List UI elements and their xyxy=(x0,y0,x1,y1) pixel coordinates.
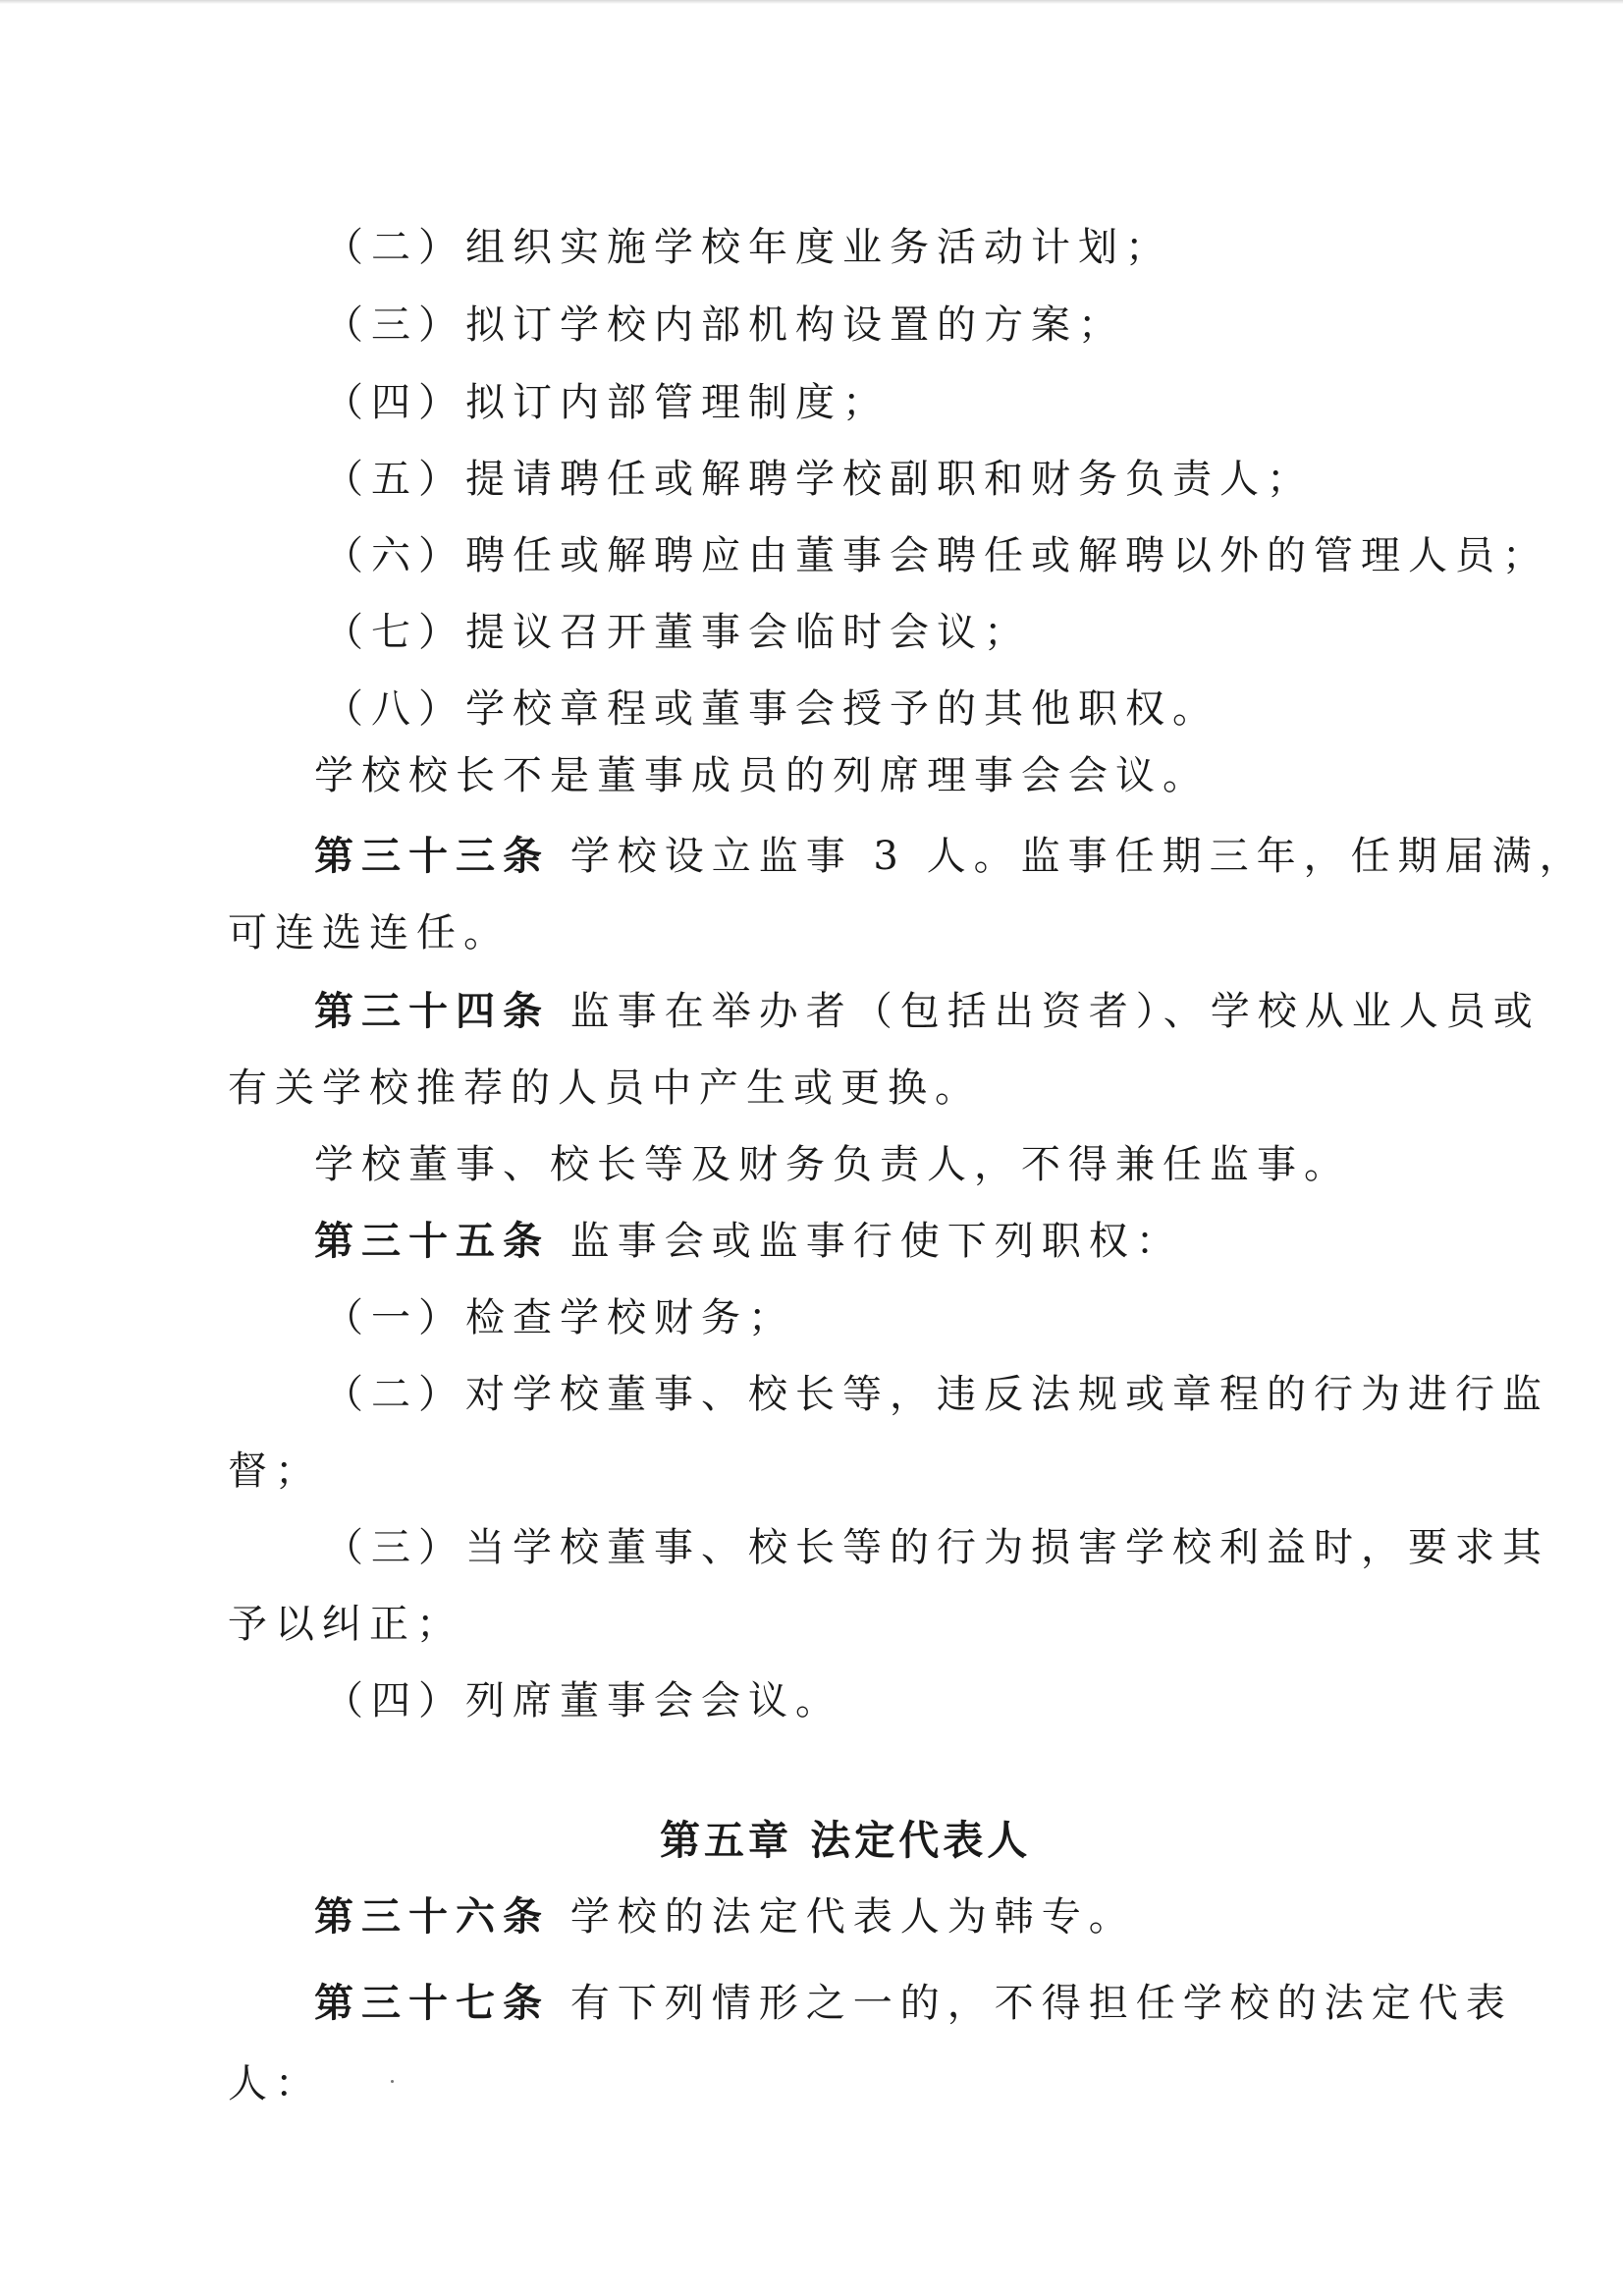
article-text: 学校设立监事 3 人。监事任期三年，任期届满， xyxy=(569,834,1587,879)
item-line: （四）拟订内部管理制度； xyxy=(324,380,890,425)
item-continuation: 予以纠正； xyxy=(228,1602,463,1647)
article-text: 监事会或监事行使下列职权： xyxy=(569,1219,1183,1264)
item-continuation: 督； xyxy=(228,1449,322,1494)
item-line: （四）列席董事会会议。 xyxy=(324,1678,842,1723)
article-heading: 第三十六条 xyxy=(314,1893,550,1940)
article-33 xyxy=(314,831,1587,882)
item-line: （八）学校章程或董事会授予的其他职权。 xyxy=(324,686,1219,732)
article-heading: 第三十五条 xyxy=(314,1218,550,1264)
article-text: 学校的法定代表人为韩专。 xyxy=(569,1894,1136,1940)
article-heading: 第三十四条 xyxy=(314,988,550,1034)
article-continuation: 有关学校推荐的人员中产生或更换。 xyxy=(228,1066,982,1111)
article-heading: 第三十七条 xyxy=(314,1980,550,2026)
item-line: （七）提议召开董事会临时会议； xyxy=(324,610,1031,655)
item-line: （五）提请聘任或解聘学校副职和财务负责人； xyxy=(324,457,1314,502)
article-text: 有下列情形之一的，不得担任学校的法定代表 xyxy=(569,1981,1513,2026)
article-34 xyxy=(314,986,1541,1037)
item-line: （二）对学校董事、校长等，违反法规或章程的行为进行监 xyxy=(324,1372,1549,1417)
item-line: （二）组织实施学校年度业务活动计划； xyxy=(324,225,1172,270)
article-text: 监事在举办者（包括出资者）、学校从业人员或 xyxy=(569,989,1541,1034)
chapter-heading: 第五章 法定代表人 xyxy=(660,1817,1032,1864)
item-line: （三）拟订学校内部机构设置的方案； xyxy=(324,302,1125,348)
scan-speck xyxy=(391,2080,394,2083)
item-line: （六）聘任或解聘应由董事会聘任或解聘以外的管理人员； xyxy=(324,533,1549,578)
article-continuation: 可连选连任。 xyxy=(228,910,511,956)
article-36 xyxy=(314,1891,1136,1942)
item-line: （三）当学校董事、校长等的行为损害学校利益时，要求其 xyxy=(324,1525,1549,1570)
article-37 xyxy=(314,1978,1513,2029)
paragraph-line: 学校校长不是董事成员的列席理事会会议。 xyxy=(314,753,1210,798)
article-continuation: 人： xyxy=(228,2061,322,2106)
paragraph-line: 学校董事、校长等及财务负责人，不得兼任监事。 xyxy=(314,1142,1351,1187)
article-35 xyxy=(314,1216,1183,1267)
scan-top-edge xyxy=(0,0,1623,4)
article-heading: 第三十三条 xyxy=(314,833,550,879)
item-line: （一）检查学校财务； xyxy=(324,1295,795,1340)
